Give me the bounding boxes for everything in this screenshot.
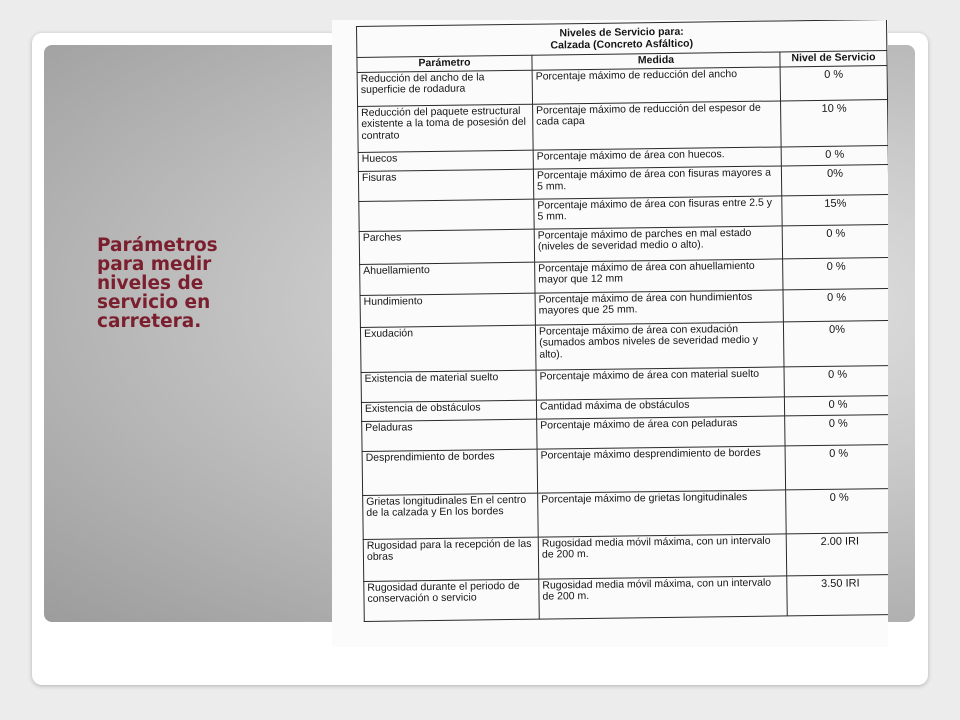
cell-nivel: 3.50 IRI — [787, 574, 888, 615]
cell-nivel: 0 % — [782, 224, 888, 258]
cell-medida: Porcentaje máximo de área con fisuras entre 2.5 y 5 mm. — [534, 195, 782, 228]
column-header-medida: Medida — [532, 52, 780, 70]
cell-parametro — [359, 199, 534, 231]
cell-medida: Rugosidad media móvil máxima, con un intervalo de 200 m. — [538, 533, 787, 578]
service-levels-table-wrapper — [356, 20, 888, 621]
cell-medida: Porcentaje máximo de área con ahuellamiento mayor que 12 mm — [535, 258, 783, 292]
cell-nivel: 0 % — [784, 395, 888, 415]
table-row — [362, 444, 888, 495]
table-row — [360, 320, 888, 372]
cell-medida: Porcentaje máximo de parches en mal estado (niveles de severidad medio o alto). — [534, 225, 782, 261]
table-row — [363, 488, 888, 539]
cell-medida: Cantidad máxima de obstáculos — [536, 396, 784, 418]
cell-parametro: Peladuras — [362, 419, 537, 451]
cell-nivel: 0% — [781, 164, 888, 195]
slide-title: Parámetros para medir niveles de servicio en carretera. — [97, 235, 218, 332]
scanned-document — [332, 20, 888, 647]
table-title-line2: Calzada (Concreto Asfáltico) — [550, 37, 694, 52]
cell-parametro: Fisuras — [358, 169, 533, 201]
cell-nivel: 0 % — [786, 488, 888, 533]
cell-parametro: Existencia de material suelto — [361, 370, 536, 402]
cell-nivel: 2.00 IRI — [786, 532, 888, 575]
cell-medida: Porcentaje máximo de grietas longitudinales — [538, 489, 787, 536]
cell-parametro: Rugosidad para la recepción de las obras — [363, 537, 539, 581]
cell-medida: Porcentaje máximo de área con peladuras — [537, 415, 785, 448]
cell-medida: Porcentaje máximo de reducción del ancho — [532, 66, 780, 103]
service-levels-table — [356, 20, 888, 621]
cell-parametro: Reducción del ancho de la superficie de rodadura — [357, 70, 532, 106]
cell-nivel: 0 % — [783, 288, 888, 321]
cell-medida: Porcentaje máximo de área con fisuras mayores a 5 mm. — [533, 165, 781, 198]
cell-nivel: 0 % — [781, 145, 888, 165]
cell-nivel: 15% — [782, 194, 888, 225]
cell-parametro: Ahuellamiento — [360, 262, 535, 295]
cell-parametro: Existencia de obstáculos — [361, 400, 536, 421]
table-row — [363, 532, 888, 581]
table-row — [364, 574, 888, 621]
cell-nivel: 0 % — [785, 414, 888, 445]
cell-medida: Porcentaje máximo de área con hundimientos mayores que 25 mm. — [535, 289, 783, 324]
cell-medida: Porcentaje máximo de área con material suelto — [536, 366, 784, 399]
cell-parametro: Parches — [359, 229, 534, 264]
cell-nivel: 0 % — [780, 65, 887, 100]
cell-nivel: 10 % — [781, 99, 888, 146]
cell-parametro: Hundimiento — [360, 293, 535, 327]
cell-parametro: Rugosidad durante el periodo de conservación o servicio — [364, 579, 540, 621]
cell-medida: Porcentaje máximo desprendimiento de bordes — [537, 445, 786, 492]
column-header-parametro: Parámetro — [357, 55, 532, 72]
cell-parametro: Exudación — [360, 325, 536, 372]
table-row — [358, 99, 888, 152]
cell-parametro: Grietas longitudinales En el centro de la calzada y En los bordes — [363, 493, 539, 539]
cell-parametro: Desprendimiento de bordes — [362, 449, 538, 495]
cell-nivel: 0 % — [783, 257, 888, 289]
cell-medida: Porcentaje máximo de área con exudación (sumados ambos niveles de severidad medio y alto). — [535, 321, 784, 369]
table-title-line1: Niveles de Servicio para: — [559, 25, 684, 40]
cell-nivel: 0% — [783, 320, 888, 366]
cell-parametro: Reducción del paquete estructural existente a la toma de posesión del contrato — [358, 104, 534, 152]
cell-nivel: 0 % — [784, 365, 888, 396]
column-header-nivel: Nivel de Servicio — [780, 51, 887, 67]
cell-medida: Rugosidad media móvil máxima, con un intervalo de 200 m. — [539, 575, 788, 618]
cell-medida: Porcentaje máximo de reducción del espesor de cada capa — [533, 100, 782, 149]
cell-medida: Porcentaje máximo de área con huecos. — [533, 146, 781, 168]
cell-parametro: Huecos — [358, 150, 533, 171]
cell-nivel: 0 % — [785, 444, 888, 489]
